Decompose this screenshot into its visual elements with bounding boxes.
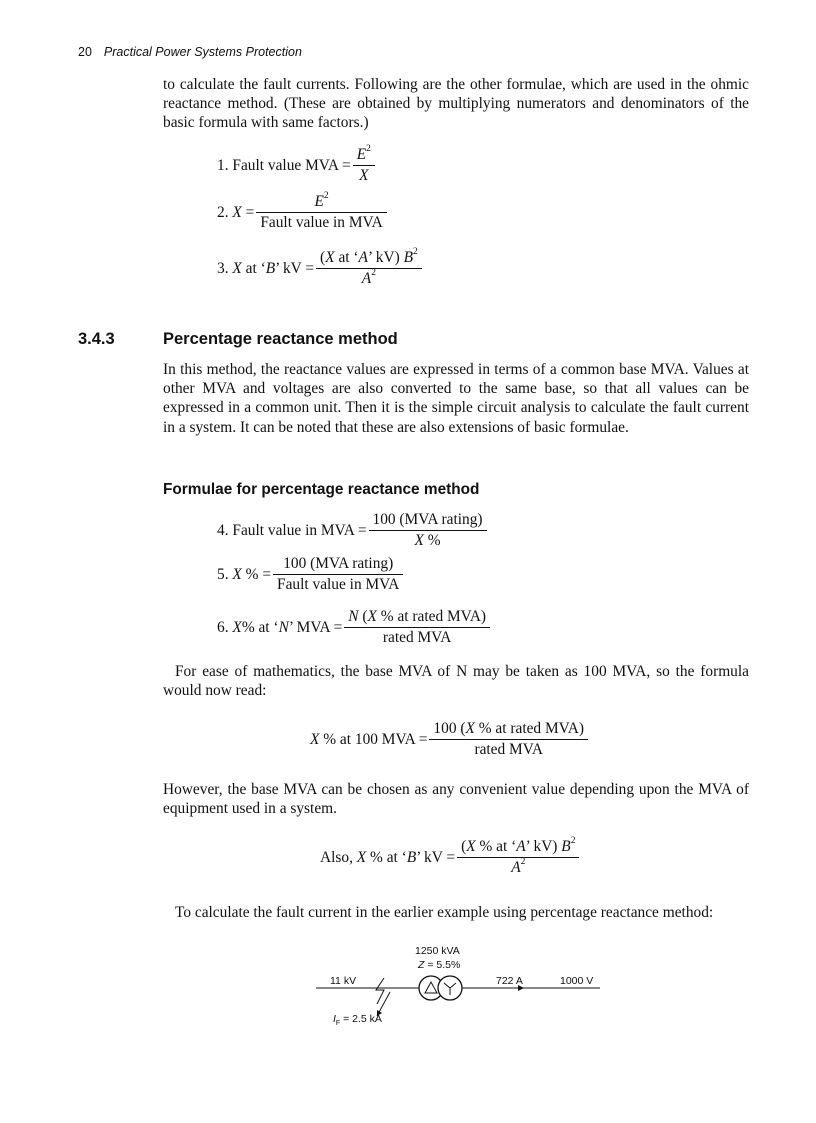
subsection-title: Formulae for percentage reactance method — [163, 481, 480, 498]
formula-1: 1. Fault value MVA = $\frac{E^2}{X}$ — [217, 146, 375, 185]
calc-paragraph: To calculate the fault current in the earlier example using percentage reactance method: — [175, 904, 714, 921]
formula-6: 6. X% at ‘N’ MVA = $\frac{\text{N (X \% at rated MVA)}}{\text{rated MVA}}$ — [217, 608, 490, 647]
section-title: Percentage reactance method — [163, 330, 398, 348]
however-paragraph: However, the base MVA can be chosen as any convenient value depending upon the MVA of equipment used in a system. — [163, 781, 749, 818]
book-title: Practical Power Systems Protection — [103, 45, 302, 59]
impedance-label: Z = 5.5% — [418, 959, 461, 971]
formula-2: 2. X = $\frac{E^2}{\text{Fault value in MVA}}$ — [217, 193, 387, 232]
formula-4-fraction: $\frac{\text{100 (MVA rating)}}{X \%}$ — [371, 511, 485, 550]
section-paragraph: In this method, the reactance values are expressed in terms of a common base MVA. Values at other MVA and voltages are also converted to the same base, so that all values can be expressed in a common unit. Then it is the simple circuit analysis to calculate the fault current in a system. It can be noted that these are also extensions of basic formulae. — [163, 361, 749, 436]
formula-1-fraction: $\frac{E^2}{X}$ — [355, 146, 373, 185]
formula-100-mva-fraction: $\frac{\text{100 (X \% at rated MVA)}}{\text{rated MVA}}$ — [431, 720, 586, 759]
single-line-diagram — [300, 940, 620, 1030]
formula-2-fraction: $\frac{E^2}{\text{Fault value in MVA}}$ — [258, 193, 384, 232]
formula-6-fraction: $\frac{\text{N (X \% at rated MVA)}}{\text{rated MVA}}$ — [346, 608, 488, 647]
fault-lightning-icon — [376, 978, 384, 1004]
fault-current-label: $I_F = 2.5$ kA — [333, 1013, 382, 1028]
formula-4: 4. Fault value in MVA = $\frac{\text{100 (MVA rating)}}{X \%}$ — [217, 511, 487, 550]
section-number: 3.4.3 — [78, 330, 115, 348]
formula-5: 5. X % = $\frac{\text{100 (MVA rating)}}{\text{Fault value in MVA}}$ — [217, 555, 403, 594]
formula-100-mva: X % at 100 MVA = $\frac{\text{100 (X \% at rated MVA)}}{\text{rated MVA}}$ — [310, 720, 588, 759]
current-label: 722 A — [496, 975, 523, 987]
intro-paragraph: to calculate the fault currents. Following are the other formulae, which are used in the ohmic reactance method. (These are obtained by multiplying numerators and denominators of the basic formula with same factors.) — [163, 76, 749, 132]
left-voltage-label: 11 kV — [330, 975, 357, 987]
ease-paragraph: For ease of mathematics, the base MVA of N may be taken as 100 MVA, so the formula would now read: — [163, 663, 749, 700]
page-number: 20 — [78, 45, 92, 59]
right-voltage-label: 1000 V — [560, 975, 594, 987]
formula-3-fraction: $\frac{(X at ‘A’ kV) B^2}{A^2}$ — [318, 249, 420, 288]
formula-also-fraction: $\frac{(X \% at ‘A’ kV) B^2}{A^2}$ — [459, 838, 577, 877]
formula-also: Also, X % at ‘B’ kV = $\frac{(X \% at ‘A’ kV) B^2}{A^2}$ — [320, 838, 579, 877]
formula-3: 3. X at ‘B’ kV = $\frac{(X at ‘A’ kV) B^2}{A^2}$ — [217, 249, 422, 288]
running-header — [78, 45, 302, 59]
formula-5-fraction: $\frac{\text{100 (MVA rating)}}{\text{Fault value in MVA}}$ — [275, 555, 401, 594]
transformer-rating-label: 1250 kVA — [415, 945, 460, 957]
